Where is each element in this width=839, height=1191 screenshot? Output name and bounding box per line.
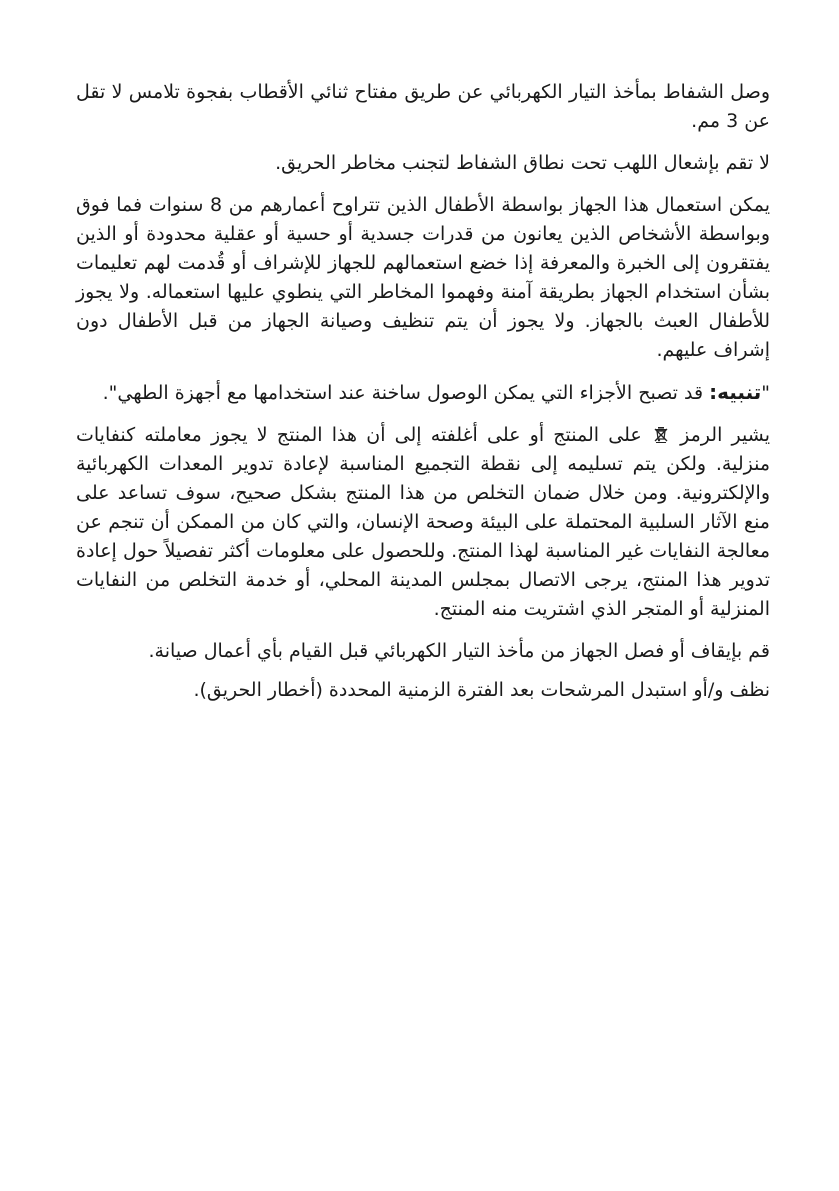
paragraph-weee-disposal xyxy=(76,421,770,624)
paragraph-no-flames xyxy=(76,149,770,178)
crossed-out-wheelie-bin-icon xyxy=(654,426,668,443)
weee-text-after: على المنتج أو على أغلفته إلى أن هذا المنتج لا يجوز معاملته كنفايات منزلية. ولكن يتم تسليمه إلى نقطة التجميع المناسبة لإعادة تدوير المعدات الكهربائية والإلكترونية. ومن خلال ضمان التخلص من هذا المنتج بشكل صحيح، سوف تساعد على منع الآثار السلبية المحتملة على البيئة وصحة الإنسان، والتي كان من الممكن أن تنجم عن معالجة النفايات غير المناسبة لهذا المنتج. وللحصول على معلومات أكثر تفصيلاً حول إعادة تدوير هذا المنتج، يرجى الاتصال بمجلس المدينة المحلي، أو خدمة التخلص من النفايات المنزلية أو المتجر الذي اشتريت منه المنتج. xyxy=(76,424,770,620)
paragraph-disconnect-text: قم بإيقاف أو فصل الجهاز من مأخذ التيار الكهربائي قبل القيام بأي أعمال صيانة. xyxy=(148,640,770,662)
document-body xyxy=(76,78,770,718)
paragraph-filters xyxy=(76,676,770,705)
paragraph-disconnect-before-maintenance xyxy=(76,637,770,666)
paragraph-no-flames-text: لا تقم بإشعال اللهب تحت نطاق الشفاط لتجنب مخاطر الحريق. xyxy=(275,152,770,174)
paragraph-wall-switch xyxy=(76,78,770,136)
paragraph-wall-switch-text: وصل الشفاط بمأخذ التيار الكهربائي عن طريق مفتاح ثنائي الأقطاب بفجوة تلامس لا تقل عن 3 مم. xyxy=(76,81,770,132)
paragraph-filters-text: نظف و/أو استبدل المرشحات بعد الفترة الزمنية المحددة (أخطار الحريق). xyxy=(193,679,770,701)
caution-label: تنبيه: xyxy=(709,380,762,404)
caution-open-quote: " xyxy=(761,382,770,404)
caution-text: قد تصبح الأجزاء التي يمكن الوصول ساخنة عند استخدامها مع أجهزة الطهي". xyxy=(102,382,710,404)
paragraph-caution xyxy=(76,378,770,408)
weee-text-before: يشير الرمز xyxy=(680,424,770,446)
paragraph-children-usage xyxy=(76,191,770,365)
paragraph-children-usage-text: يمكن استعمال هذا الجهاز بواسطة الأطفال الذين تتراوح أعمارهم من 8 سنوات فما فوق وبواسطة الأشخاص الذين يعانون من قدرات جسدية أو حسية أو عقلية محدودة أو الذين يفتقرون إلى الخبرة والمعرفة إذا خضع استعمالهم للجهاز للإشراف أو قُدمت لهم تعليمات بشأن استخدام الجهاز بطريقة آمنة وفهموا المخاطر التي ينطوي عليها استعماله. ولا يجوز للأطفال العبث بالجهاز. ولا يجوز أن يتم تنظيف وصيانة الجهاز من قبل الأطفال دون إشراف عليهم. xyxy=(76,194,771,361)
